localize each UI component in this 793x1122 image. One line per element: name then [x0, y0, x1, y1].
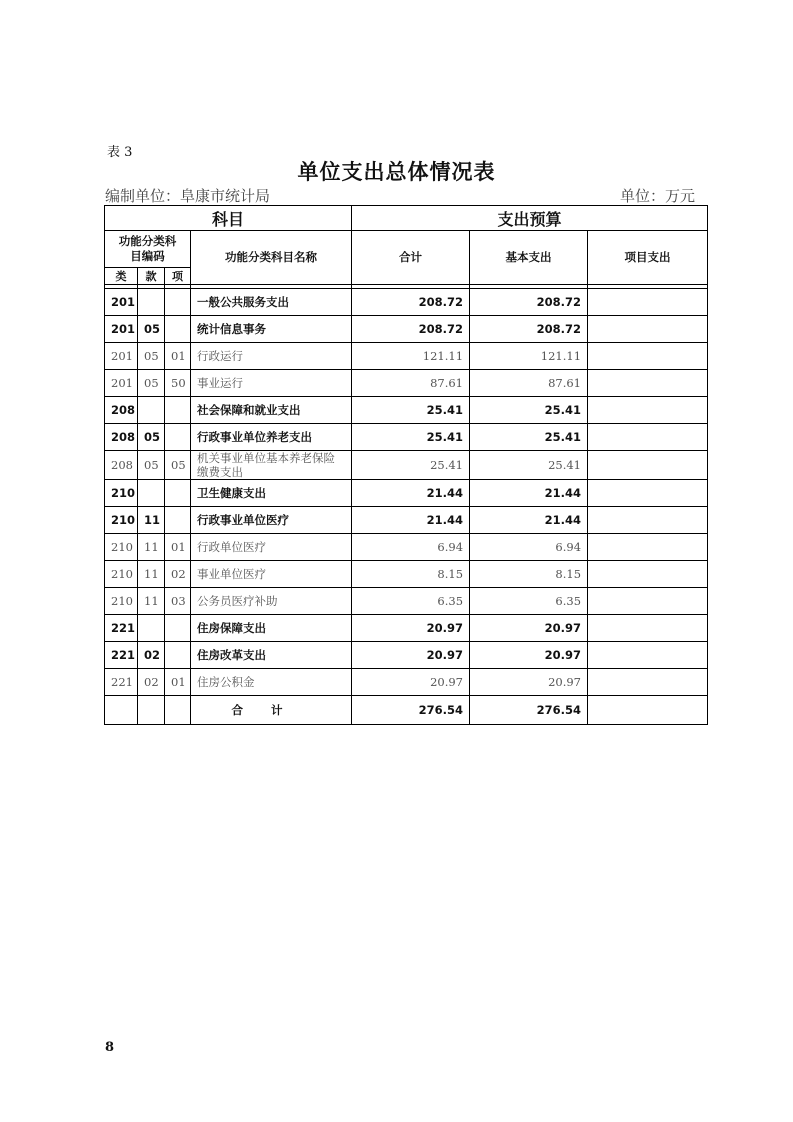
- item-code: [165, 424, 191, 451]
- section-code: 02: [138, 642, 165, 669]
- class-code: 210: [105, 507, 138, 534]
- table-row: [105, 507, 708, 534]
- empty-cell: [105, 696, 138, 725]
- subject-name: 一般公共服务支出: [191, 289, 352, 316]
- table-row: [105, 316, 708, 343]
- section-code: [138, 480, 165, 507]
- grand-project-amount: [588, 696, 708, 725]
- class-code: 221: [105, 615, 138, 642]
- project-amount: [588, 615, 708, 642]
- basic-amount: 25.41: [470, 424, 588, 451]
- section-code: 11: [138, 588, 165, 615]
- section-code: 05: [138, 316, 165, 343]
- class-code: 210: [105, 588, 138, 615]
- basic-amount: 121.11: [470, 343, 588, 370]
- name-header: 功能分类科目名称: [191, 231, 352, 285]
- basic-amount: 6.35: [470, 588, 588, 615]
- class-code: 208: [105, 397, 138, 424]
- section-code: 02: [138, 669, 165, 696]
- total-amount: 25.41: [352, 397, 470, 424]
- section-code: [138, 397, 165, 424]
- subject-name: 机关事业单位基本养老保险缴费支出: [191, 451, 352, 480]
- subject-name: 行政单位医疗: [191, 534, 352, 561]
- class-code: 201: [105, 343, 138, 370]
- item-header: 项: [165, 268, 191, 285]
- project-amount: [588, 316, 708, 343]
- item-code: [165, 289, 191, 316]
- total-amount: 121.11: [352, 343, 470, 370]
- total-amount: 6.94: [352, 534, 470, 561]
- item-code: 05: [165, 451, 191, 480]
- total-amount: 20.97: [352, 669, 470, 696]
- section-code: 11: [138, 561, 165, 588]
- section-code: [138, 615, 165, 642]
- project-amount: [588, 480, 708, 507]
- subject-name: 卫生健康支出: [191, 480, 352, 507]
- basic-amount: 25.41: [470, 451, 588, 480]
- project-amount: [588, 397, 708, 424]
- item-code: [165, 316, 191, 343]
- project-header: 项目支出: [588, 231, 708, 285]
- section-code: 05: [138, 370, 165, 397]
- grand-basic-amount: 276.54: [470, 696, 588, 725]
- subject-name: 行政事业单位养老支出: [191, 424, 352, 451]
- item-code: 03: [165, 588, 191, 615]
- basic-amount: 87.61: [470, 370, 588, 397]
- total-amount: 6.35: [352, 588, 470, 615]
- subject-name: 住房保障支出: [191, 615, 352, 642]
- budget-header: 支出预算: [352, 206, 708, 231]
- project-amount: [588, 669, 708, 696]
- total-amount: 208.72: [352, 316, 470, 343]
- basic-amount: 208.72: [470, 316, 588, 343]
- total-label: 合计: [191, 696, 352, 725]
- table-row: [105, 669, 708, 696]
- total-row: [105, 696, 708, 725]
- section-code: 05: [138, 343, 165, 370]
- total-amount: 20.97: [352, 615, 470, 642]
- empty-cell: [138, 696, 165, 725]
- project-amount: [588, 289, 708, 316]
- total-amount: 21.44: [352, 507, 470, 534]
- class-code: 201: [105, 316, 138, 343]
- compiling-unit: 编制单位：阜康市统计局: [105, 187, 271, 205]
- item-code: 01: [165, 669, 191, 696]
- project-amount: [588, 642, 708, 669]
- item-code: [165, 507, 191, 534]
- subject-name: 行政运行: [191, 343, 352, 370]
- empty-cell: [165, 696, 191, 725]
- section-header: 款: [138, 268, 165, 285]
- table-row: [105, 615, 708, 642]
- class-code: 201: [105, 370, 138, 397]
- header-row-codes: [105, 231, 708, 268]
- table-row: [105, 397, 708, 424]
- class-code: 201: [105, 289, 138, 316]
- project-amount: [588, 561, 708, 588]
- subject-name: 公务员医疗补助: [191, 588, 352, 615]
- page-number: 8: [105, 1040, 115, 1055]
- basic-amount: 20.97: [470, 669, 588, 696]
- total-amount: 208.72: [352, 289, 470, 316]
- project-amount: [588, 534, 708, 561]
- subject-name: 事业单位医疗: [191, 561, 352, 588]
- total-amount: 8.15: [352, 561, 470, 588]
- table-row: [105, 561, 708, 588]
- basic-amount: 25.41: [470, 397, 588, 424]
- basic-amount: 8.15: [470, 561, 588, 588]
- section-code: 05: [138, 424, 165, 451]
- subject-name: 住房公积金: [191, 669, 352, 696]
- table-row: [105, 370, 708, 397]
- table-row: [105, 642, 708, 669]
- section-code: 11: [138, 534, 165, 561]
- class-code: 208: [105, 451, 138, 480]
- table-row: [105, 588, 708, 615]
- table-row: [105, 480, 708, 507]
- class-code: 210: [105, 480, 138, 507]
- expenditure-table: [104, 205, 708, 725]
- total-amount: 25.41: [352, 424, 470, 451]
- document-title: 单位支出总体情况表: [297, 159, 496, 184]
- subject-header: 科目: [105, 206, 352, 231]
- class-code: 221: [105, 669, 138, 696]
- table-row: [105, 451, 708, 480]
- project-amount: [588, 588, 708, 615]
- basic-amount: 20.97: [470, 642, 588, 669]
- subject-name: 行政事业单位医疗: [191, 507, 352, 534]
- currency-unit: 单位：万元: [620, 187, 696, 205]
- basic-amount: 20.97: [470, 615, 588, 642]
- subject-name: 统计信息事务: [191, 316, 352, 343]
- table-number: 表 3: [107, 145, 133, 160]
- subject-name: 社会保障和就业支出: [191, 397, 352, 424]
- item-code: 01: [165, 343, 191, 370]
- total-amount: 25.41: [352, 451, 470, 480]
- project-amount: [588, 507, 708, 534]
- class-code: 221: [105, 642, 138, 669]
- total-amount: 20.97: [352, 642, 470, 669]
- project-amount: [588, 370, 708, 397]
- item-code: 50: [165, 370, 191, 397]
- table-row: [105, 343, 708, 370]
- item-code: [165, 397, 191, 424]
- project-amount: [588, 343, 708, 370]
- class-code: 210: [105, 534, 138, 561]
- basic-amount: 208.72: [470, 289, 588, 316]
- section-code: 05: [138, 451, 165, 480]
- basic-amount: 21.44: [470, 507, 588, 534]
- project-amount: [588, 451, 708, 480]
- project-amount: [588, 424, 708, 451]
- table-row: [105, 424, 708, 451]
- basic-amount: 6.94: [470, 534, 588, 561]
- item-code: 01: [165, 534, 191, 561]
- basic-header: 基本支出: [470, 231, 588, 285]
- subject-name: 事业运行: [191, 370, 352, 397]
- basic-amount: 21.44: [470, 480, 588, 507]
- class-code: 210: [105, 561, 138, 588]
- grand-total-amount: 276.54: [352, 696, 470, 725]
- subject-name: 住房改革支出: [191, 642, 352, 669]
- item-code: [165, 615, 191, 642]
- table-row: [105, 534, 708, 561]
- class-header: 类: [105, 268, 138, 285]
- header-row-top: [105, 206, 708, 231]
- section-code: [138, 289, 165, 316]
- total-amount: 87.61: [352, 370, 470, 397]
- item-code: [165, 642, 191, 669]
- section-code: 11: [138, 507, 165, 534]
- item-code: [165, 480, 191, 507]
- total-amount: 21.44: [352, 480, 470, 507]
- item-code: 02: [165, 561, 191, 588]
- class-code: 208: [105, 424, 138, 451]
- total-header: 合计: [352, 231, 470, 285]
- code-group-header: 功能分类科目编码: [105, 231, 191, 268]
- table-row: [105, 289, 708, 316]
